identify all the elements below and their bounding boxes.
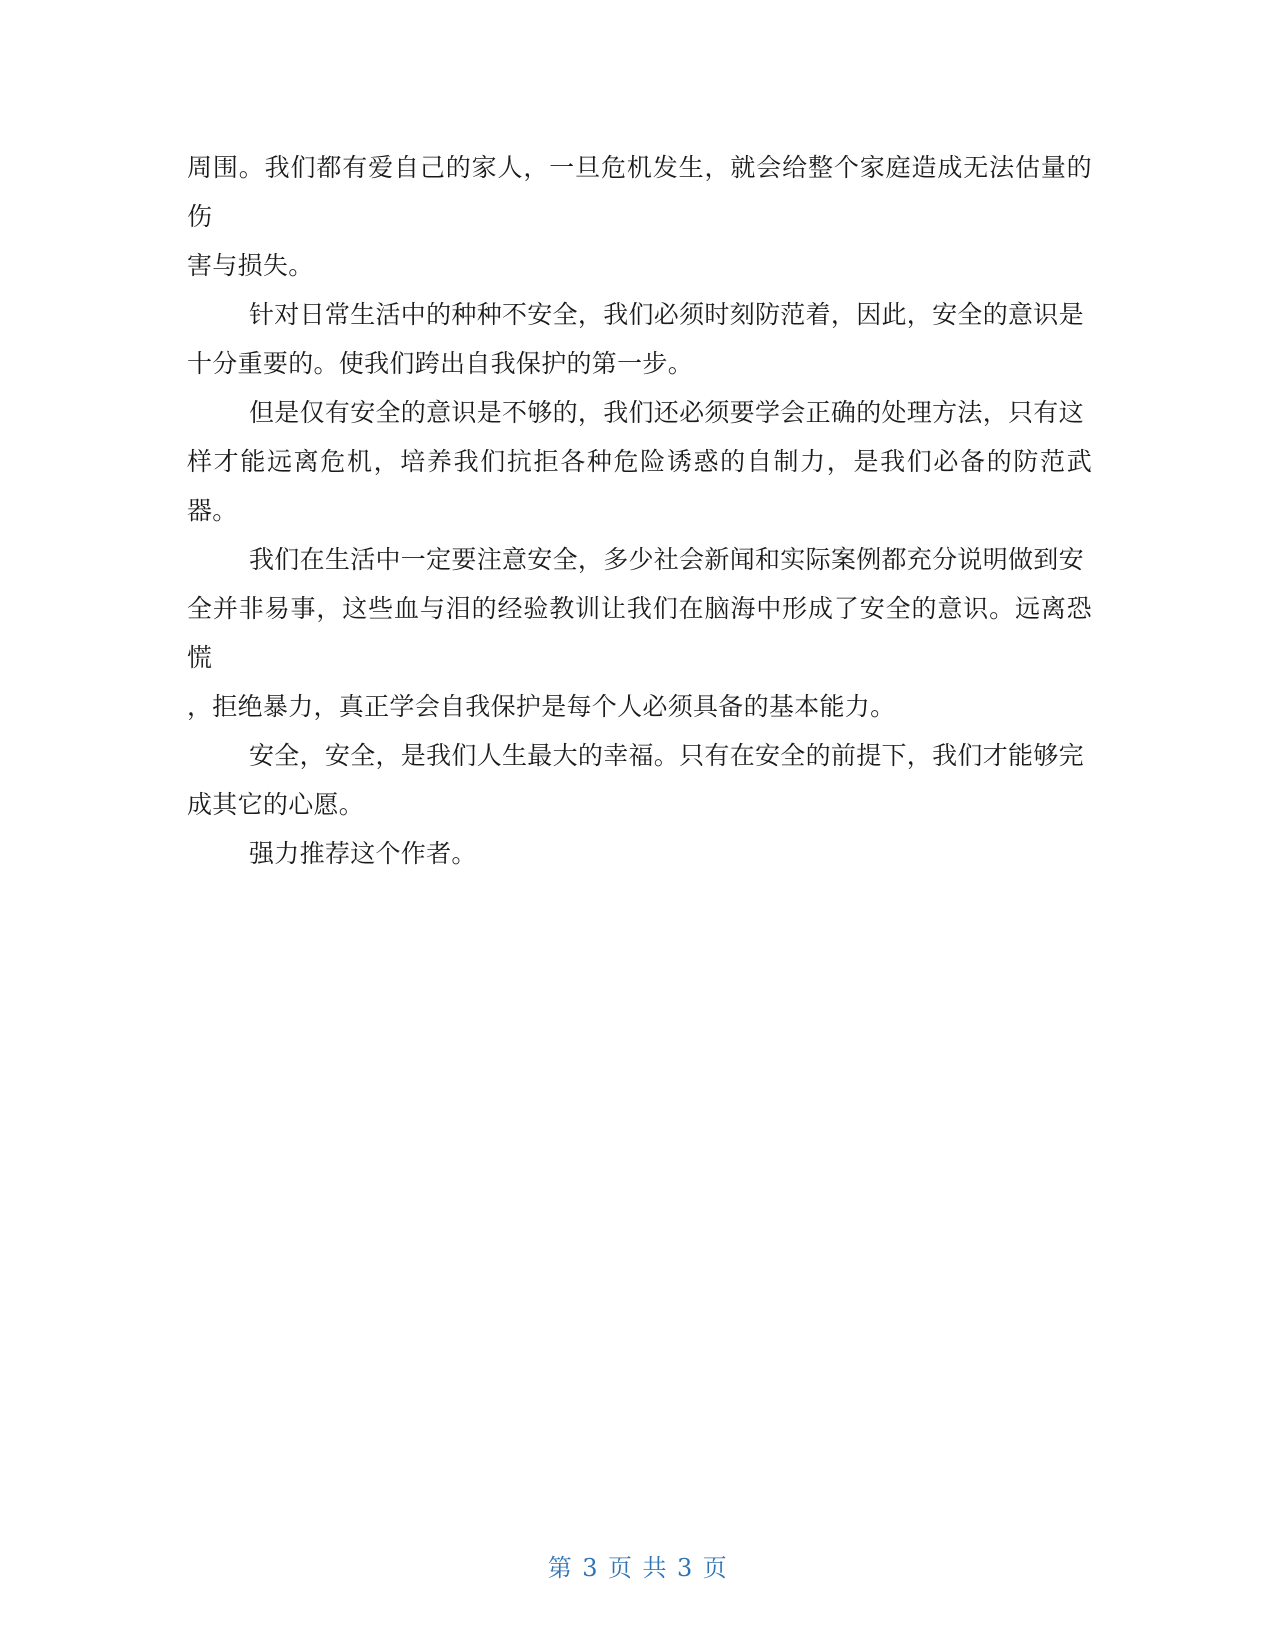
paragraph-3 [187,388,1092,535]
paragraph-line: 十分重要的。使我们跨出自我保护的第一步。 [187,349,694,378]
paragraph-line: 强力推荐这个作者。 [249,839,477,868]
footer-suffix: 页 [702,1554,728,1582]
paragraph-line: 成其它的心愿。 [187,790,365,819]
paragraph-line: 针对日常生活中的种种不安全，我们必须时刻防范着，因此，安全的意识是 [249,300,1084,329]
total-page-number: 3 [677,1554,693,1582]
document-body [187,143,1092,878]
paragraph-line: 但是仅有安全的意识是不够的，我们还必须要学会正确的处理方法，只有这 [249,398,1084,427]
footer-prefix: 第 [547,1554,573,1582]
paragraph-4 [187,535,1092,731]
paragraph-line: ，拒绝暴力，真正学会自我保护是每个人必须具备的基本能力。 [187,692,896,721]
paragraph-2 [187,290,1092,388]
footer-total-word: 共 [642,1554,667,1582]
paragraph-5 [187,731,1092,829]
paragraph-6 [187,829,1092,878]
current-page-number: 3 [582,1554,598,1582]
paragraph-1 [187,143,1092,290]
paragraph-line: 害与损失。 [187,251,314,280]
page-number-footer [0,1548,1275,1583]
footer-page-word: 页 [608,1554,633,1582]
paragraph-line: 安全，安全，是我们人生最大的幸福。只有在安全的前提下，我们才能够完 [249,741,1084,770]
paragraph-line: 全并非易事，这些血与泪的经验教训让我们在脑海中形成了安全的意识。远离恐慌 [187,594,1092,672]
paragraph-line: 样才能远离危机，培养我们抗拒各种危险诱惑的自制力，是我们必备的防范武器。 [187,447,1092,525]
paragraph-line: 周围。我们都有爱自己的家人，一旦危机发生，就会给整个家庭造成无法估量的伤 [187,153,1092,231]
paragraph-line: 我们在生活中一定要注意安全，多少社会新闻和实际案例都充分说明做到安 [249,545,1084,574]
